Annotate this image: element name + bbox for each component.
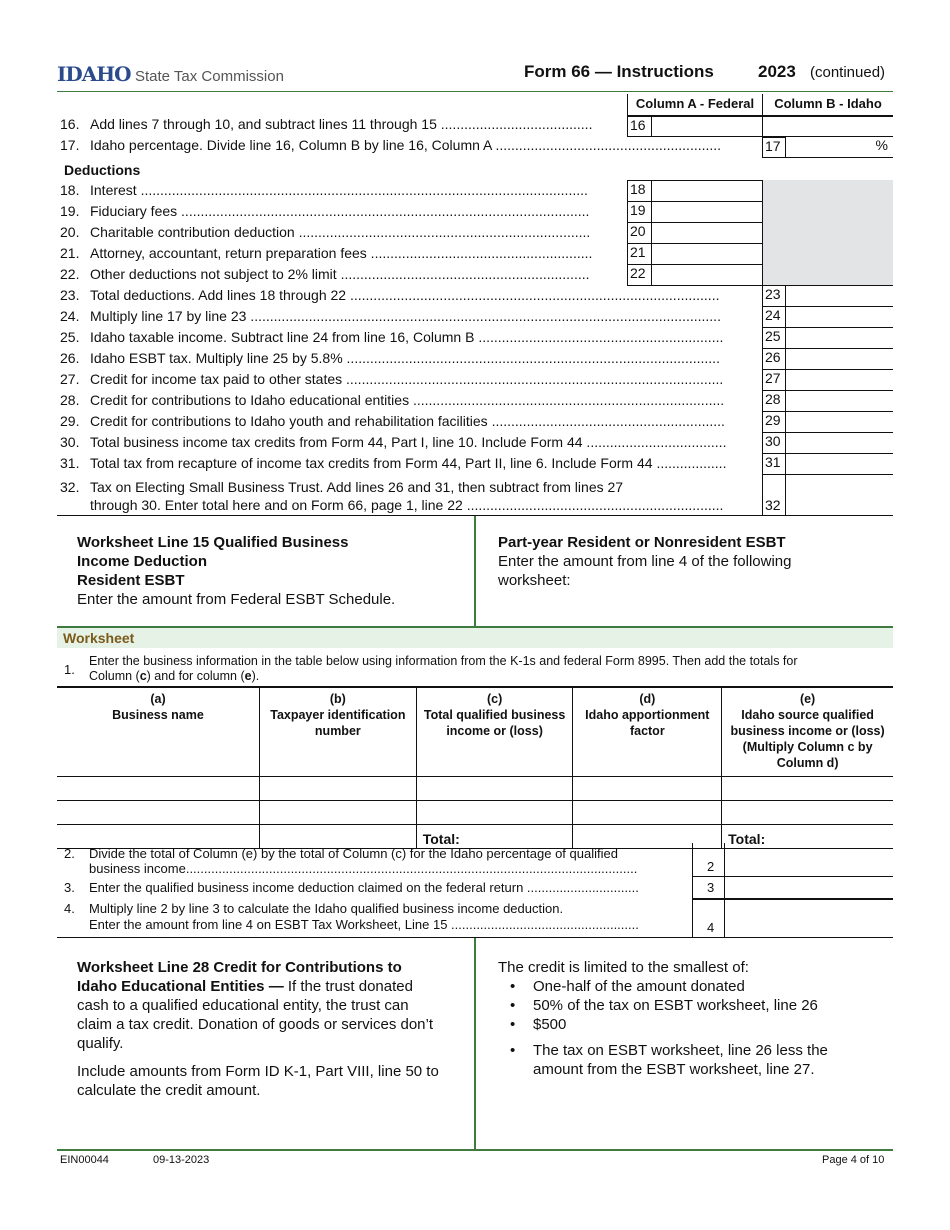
- list-item: • One-half of the amount donated: [498, 977, 878, 996]
- line-30-box-label: 30: [762, 432, 786, 454]
- column-d-heading: (d) Idaho apportionment factor: [573, 687, 722, 776]
- qbi-divider: [474, 516, 476, 627]
- line-16-box-label: 16: [627, 116, 652, 137]
- line-21: 21. Attorney, accountant, return preparation fees .........................................................: [60, 245, 593, 261]
- line-32-continued: through 30. Enter total here and on Form 66, page 1, line 22 ..................................................................: [90, 497, 724, 513]
- header-rule: [57, 91, 893, 92]
- line-19-box-label: 19: [627, 201, 652, 223]
- line-27: 27. Credit for income tax paid to other states .................................................................................................: [60, 371, 724, 387]
- deductions-heading: Deductions: [64, 162, 141, 178]
- line-27-box-label: 27: [762, 369, 786, 391]
- logo-agency-name: State Tax Commission: [135, 68, 284, 85]
- line-24-field[interactable]: [785, 306, 893, 328]
- line-23-box-label: 23: [762, 285, 786, 307]
- qbi-nonresident-text2: worksheet:: [498, 572, 571, 589]
- list-item: • 50% of the tax on ESBT worksheet, line 26: [498, 996, 878, 1015]
- step2-box-label: 2: [707, 859, 715, 874]
- line-16-column-a-field[interactable]: [651, 116, 763, 137]
- step4-box-label: 4: [707, 920, 715, 935]
- idaho-qbi-cell[interactable]: [722, 776, 893, 800]
- line-17-field[interactable]: [785, 137, 893, 158]
- total-c-cell[interactable]: [416, 824, 573, 848]
- line-21-field[interactable]: [651, 243, 763, 265]
- line28-left-block: Worksheet Line 28 Credit for Contributions to Idaho Educational Entities — If the trust donated cash to a qualified educational entity, the trust can claim a tax credit. Donation of goods or services don’t qualify. Include amounts from Form ID K-1, Part VIII, line 50 to calculate the credit amount.: [77, 959, 439, 1099]
- line-20-box-label: 20: [627, 222, 652, 244]
- line-32-field[interactable]: [785, 474, 893, 516]
- line-16: 16. Add lines 7 through 10, and subtract lines 11 through 15 .......................................: [60, 116, 593, 132]
- line-22: 22. Other deductions not subject to 2% limit ................................................................: [60, 266, 590, 282]
- qbi-resident-text: Enter the amount from Federal ESBT Schedule.: [77, 591, 396, 608]
- step3-box-label: 3: [707, 880, 715, 895]
- logo-idaho-wordmark: IDAHO: [57, 62, 131, 86]
- taxpayer-id-cell[interactable]: [259, 800, 416, 824]
- step4-num: 4.: [64, 901, 75, 916]
- credit-limit-intro: The credit is limited to the smallest of:: [498, 959, 749, 976]
- line-17: 17. Idaho percentage. Divide line 16, Column B by line 16, Column A ..........................................................: [60, 137, 722, 153]
- line-16-column-b-field[interactable]: [762, 116, 893, 137]
- line-25: 25. Idaho taxable income. Subtract line 24 from line 16, Column B ...............................................................: [60, 329, 724, 345]
- worksheet-step1-text: Enter the business information in the table below using information from the K-1s and federal Form 8995. Then add the totals for Column (c) and for column (e).: [89, 654, 798, 683]
- page-number: Page 4 of 10: [822, 1154, 885, 1166]
- step-box-divider: [692, 843, 693, 938]
- list-item: • $500: [498, 1015, 878, 1034]
- line-23: 23. Total deductions. Add lines 18 through 22 ...............................................................................................: [60, 287, 720, 303]
- line-32-box-label: 32: [762, 474, 786, 516]
- step3-field[interactable]: [725, 877, 893, 898]
- line-28-field[interactable]: [785, 390, 893, 412]
- idaho-qbi-cell[interactable]: [722, 800, 893, 824]
- continued-label: (continued): [810, 64, 886, 81]
- line-18-field[interactable]: [651, 180, 763, 202]
- taxpayer-id-cell[interactable]: [259, 776, 416, 800]
- line-29: 29. Credit for contributions to Idaho youth and rehabilitation facilities ............................................................: [60, 413, 725, 429]
- column-a-header: Column A - Federal: [627, 94, 763, 116]
- line-19-field[interactable]: [651, 201, 763, 223]
- agency-logo: [57, 62, 284, 86]
- line-29-box-label: 29: [762, 411, 786, 433]
- line-23-field[interactable]: [785, 285, 893, 307]
- line-25-box-label: 25: [762, 327, 786, 349]
- line-18: 18. Interest ...................................................................................................................: [60, 182, 588, 198]
- qbi-cell[interactable]: [416, 776, 573, 800]
- table-row: [57, 800, 893, 824]
- footer-rule: [57, 1149, 893, 1151]
- worksheet-heading: Worksheet: [57, 628, 893, 648]
- form-title: Form 66 — Instructions: [524, 62, 714, 81]
- line-25-field[interactable]: [785, 327, 893, 349]
- column-a-heading: (a) Business name: [57, 687, 259, 776]
- line-17-box-label: 17: [762, 137, 786, 158]
- line-24-box-label: 24: [762, 306, 786, 328]
- line-18-box-label: 18: [627, 180, 652, 202]
- worksheet-step1-num: 1.: [64, 662, 75, 677]
- line28-right-block: [498, 958, 878, 1079]
- column-c-heading: (c) Total qualified business income or (loss): [416, 687, 573, 776]
- line-29-field[interactable]: [785, 411, 893, 433]
- form-date: 09-13-2023: [153, 1154, 210, 1166]
- line-26: 26. Idaho ESBT tax. Multiply line 25 by 5.8% ................................................................................................: [60, 350, 720, 366]
- line-24: 24. Multiply line 17 by line 23 .........................................................................................................................: [60, 308, 721, 324]
- column-b-header: Column B - Idaho: [762, 94, 893, 116]
- line-30: 30. Total business income tax credits from Form 44, Part I, line 10. Include Form 44 ....................................: [60, 434, 727, 450]
- step2-field[interactable]: [725, 844, 893, 876]
- business-name-cell[interactable]: [57, 776, 259, 800]
- line-20-field[interactable]: [651, 222, 763, 244]
- qbi-nonresident-block: [498, 533, 792, 590]
- credit-limit-list: [498, 977, 878, 1079]
- business-name-cell[interactable]: [57, 800, 259, 824]
- apportionment-cell[interactable]: [573, 776, 722, 800]
- line-20: 20. Charitable contribution deduction ...........................................................................: [60, 224, 591, 240]
- percent-unit: %: [875, 137, 888, 153]
- column-e-heading: (e) Idaho source qualified business income or (loss) (Multiply Column c by Column d): [722, 687, 893, 776]
- step4-text: Multiply line 2 by line 3 to calculate the Idaho qualified business income deduction. Enter the amount from line 4 on ESBT Tax Worksheet, Line 15 ....................................................: [89, 901, 639, 932]
- form-code: EIN00044: [60, 1154, 109, 1166]
- business-income-table: [57, 686, 893, 849]
- step4-field[interactable]: [725, 900, 893, 937]
- step2-text: Divide the total of Column (e) by the total of Column (c) for the Idaho percentage of qualified business income.............................................................................................................................: [89, 846, 638, 876]
- list-item: • The tax on ESBT worksheet, line 26 less the amount from the ESBT worksheet, line 27.: [498, 1041, 878, 1079]
- line-30-field[interactable]: [785, 432, 893, 454]
- line-19: 19. Fiduciary fees .........................................................................................................: [60, 203, 590, 219]
- line-31-box-label: 31: [762, 453, 786, 475]
- qbi-resident-heading: Resident ESBT: [77, 572, 185, 589]
- column-b-heading: (b) Taxpayer identification number: [259, 687, 416, 776]
- apportionment-cell[interactable]: [573, 800, 722, 824]
- line28-divider: [474, 938, 476, 1149]
- line-31-field[interactable]: [785, 453, 893, 475]
- qbi-cell[interactable]: [416, 800, 573, 824]
- qbi-nonresident-heading: Part-year Resident or Nonresident ESBT: [498, 534, 786, 551]
- step3-text: Enter the qualified business income deduction claimed on the federal return ...............................: [89, 880, 639, 895]
- form-year: 2023: [758, 62, 796, 81]
- qbi-nonresident-text1: Enter the amount from line 4 of the following: [498, 553, 792, 570]
- total-c-label: Total:: [422, 830, 460, 847]
- shaded-column-b-area: [763, 180, 893, 285]
- qbi-title-line1: Worksheet Line 15 Qualified Business: [77, 534, 349, 551]
- step2-num: 2.: [64, 846, 75, 861]
- table-row: [57, 776, 893, 800]
- line-28: 28. Credit for contributions to Idaho educational entities ................................................................................: [60, 392, 725, 408]
- line-22-box-label: 22: [627, 264, 652, 286]
- line-22-field[interactable]: [651, 264, 763, 286]
- qbi-resident-block: [77, 533, 395, 609]
- qbi-title-line2: Income Deduction: [77, 553, 208, 570]
- line-21-box-label: 21: [627, 243, 652, 265]
- step3-num: 3.: [64, 880, 75, 895]
- line-31: 31. Total tax from recapture of income tax credits from Form 44, Part II, line 6. Include Form 44 ..................: [60, 455, 727, 471]
- total-e-label: Total:: [728, 830, 766, 847]
- line-28-box-label: 28: [762, 390, 786, 412]
- line-27-field[interactable]: [785, 369, 893, 391]
- line-26-box-label: 26: [762, 348, 786, 370]
- line-32: 32. Tax on Electing Small Business Trust. Add lines 26 and 31, then subtract from lines 27: [60, 479, 624, 495]
- line-26-field[interactable]: [785, 348, 893, 370]
